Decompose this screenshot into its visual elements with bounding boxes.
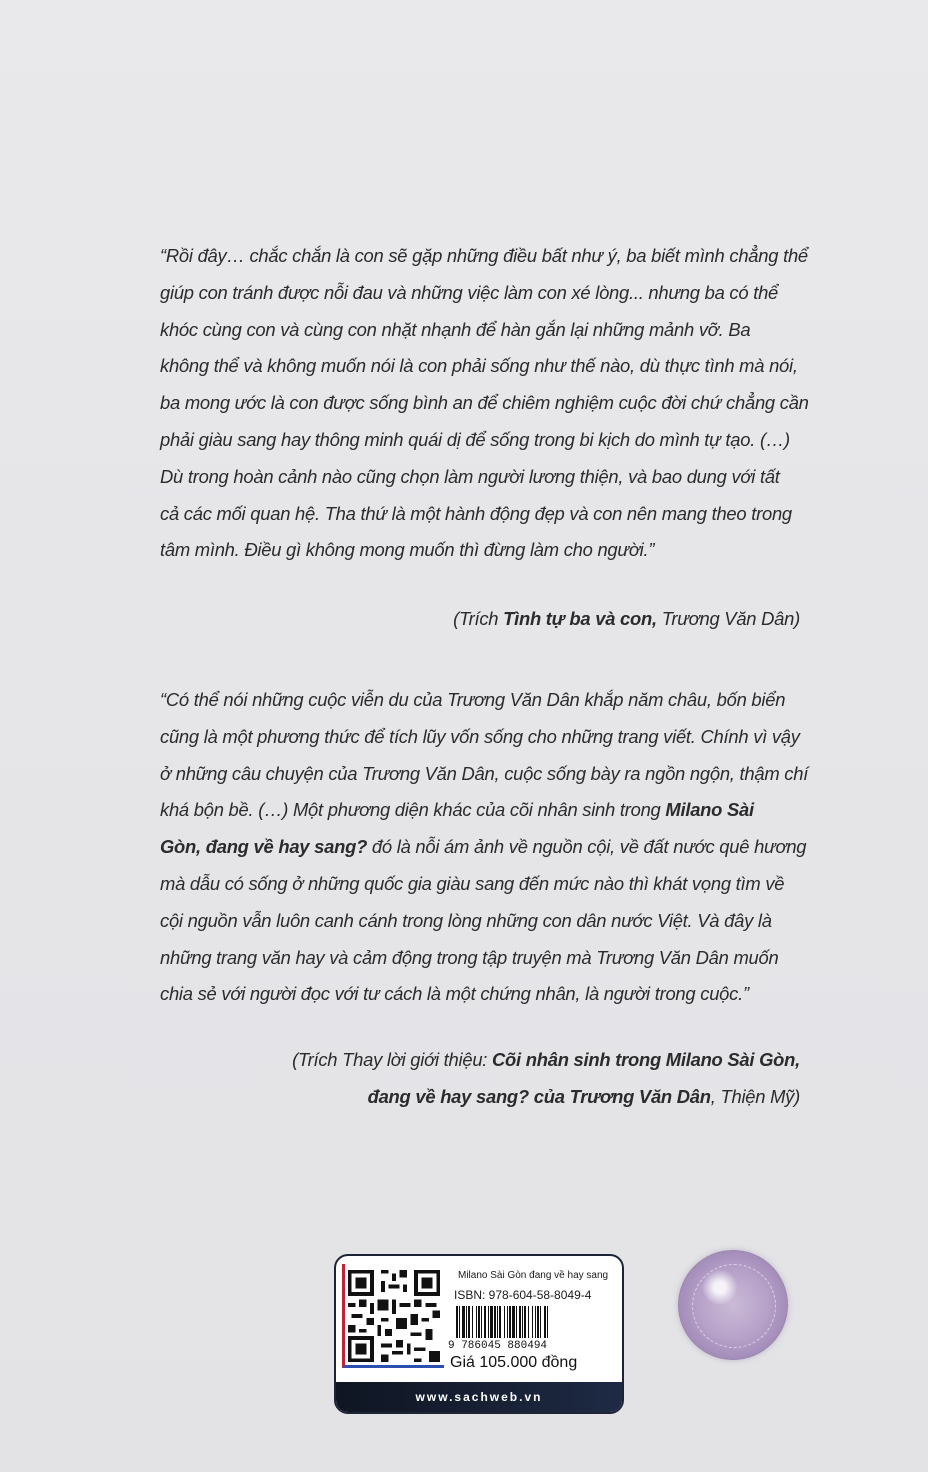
label-price: Giá 105.000 đồng [450, 1354, 578, 1371]
quote-1-line: cả các mối quan hệ. Tha thứ là một hành động đẹp và con nên mang theo trong [160, 502, 792, 524]
barcode-bar [494, 1306, 496, 1338]
quote-2-line: cũng là một phương thức để tích lũy vốn sống cho những trang viết. Chính vì vậy [160, 725, 800, 747]
barcode-bar [466, 1306, 467, 1338]
barcode-bar [456, 1306, 458, 1338]
barcode-bar [537, 1306, 539, 1338]
label-website: www.sachweb.vn [336, 1382, 622, 1412]
barcode-bar [528, 1306, 529, 1338]
barcode-bar [468, 1306, 470, 1338]
quote-1-line: khóc cùng con và cùng con nhặt nhạnh để hàn gắn lại những mảnh vỡ. Ba [160, 318, 751, 340]
attribution-book-title: Tình tự ba và con, [503, 608, 657, 629]
quote-2-line: những trang văn hay và cảm động trong tập truyện mà Trương Văn Dân muốn [160, 946, 779, 968]
barcode-bar [484, 1306, 486, 1338]
hologram-seal-ring [692, 1264, 776, 1348]
barcode-bar [481, 1306, 482, 1338]
barcode-price-label [334, 1254, 624, 1414]
barcode-bar [462, 1306, 465, 1338]
barcode-bar [476, 1306, 477, 1338]
quote-2-line: “Có thể nói những cuộc viễn du của Trương Văn Dân khắp năm châu, bốn biển [160, 689, 786, 710]
barcode-bar [524, 1306, 526, 1338]
hologram-seal-icon [678, 1250, 788, 1360]
quote-2-book-title: Milano Sài [665, 799, 754, 821]
barcode-bar [540, 1306, 541, 1338]
barcode-bar [516, 1306, 517, 1338]
quote-2-text: đó là nỗi ám ảnh về nguồn cội, về đất nước quê hương [367, 836, 807, 858]
barcode-bar [478, 1306, 480, 1338]
attribution-prefix: (Trích [453, 608, 504, 629]
barcode-icon [446, 1306, 618, 1350]
barcode-bar [459, 1306, 460, 1338]
barcode-digits: 9 786045 880494 [448, 1340, 548, 1350]
quote-2-line [160, 829, 806, 866]
quote-2-line: ở những câu chuyện của Trương Văn Dân, cuộc sống bày ra ngồn ngộn, thậm chí [160, 762, 809, 784]
quote-1-line: Dù trong hoàn cảnh nào cũng chọn làm người lương thiện, và bao dung với tất [160, 465, 780, 487]
attribution-book-title: đang về hay sang? của Trương Văn Dân [367, 1085, 711, 1107]
quote-1-line: giúp con tránh được nỗi đau và những việc làm con xé lòng... nhưng ba có thể [160, 281, 779, 303]
quote-2-book-title: Gòn, đang về hay sang? [160, 836, 368, 858]
barcode-bar [547, 1306, 548, 1338]
quote-2-line: mà dẫu có sống ở những quốc gia giàu sang đến mức nào thì khát vọng tìm về [160, 872, 785, 894]
quote-2-line: chia sẻ với người đọc với tư cách là một chứng nhân, là người trong cuộc.” [160, 983, 749, 1005]
barcode-bar [522, 1306, 523, 1338]
barcode-bar [532, 1306, 533, 1338]
qr-code-icon [348, 1270, 440, 1362]
barcode-bar [544, 1306, 546, 1338]
barcode-bar [488, 1306, 489, 1338]
quote-1-line: phải giàu sang hay thông minh quái dị để sống trong bi kịch do mình tự tạo. (…) [160, 428, 790, 450]
quote-1-line: không thể và không muốn nói là con phải sống như thế nào, dù thực tình mà nói, [160, 355, 798, 377]
attribution-prefix: (Trích Thay lời giới thiệu: [292, 1049, 493, 1070]
barcode-bar [519, 1306, 521, 1338]
barcode-bar [509, 1306, 511, 1338]
quote-1-line: ba mong ước là con được sống bình an để chiêm nghiệm cuộc đời chứ chẳng cần [160, 392, 809, 414]
barcode-bar [497, 1306, 498, 1338]
quote-2-line: cội nguồn vẫn luôn canh cánh trong lòng những con dân nước Việt. Và đây là [160, 909, 772, 931]
barcode-bar [504, 1306, 505, 1338]
quote-1-line: “Rồi đây… chắc chắn là con sẽ gặp những điều bất như ý, ba biết mình chẳng thể [160, 245, 808, 266]
barcode-bar [472, 1306, 473, 1338]
attribution-book-title: Cõi nhân sinh trong Milano Sài Gòn, [492, 1049, 800, 1070]
barcode-bar [507, 1306, 508, 1338]
barcode-bar [512, 1306, 515, 1338]
quote-1-line: tâm mình. Điều gì không mong muốn thì đừng làm cho người.” [160, 539, 655, 561]
label-book-title: Milano Sài Gòn đang về hay sang [458, 1270, 609, 1281]
barcode-bar [490, 1306, 493, 1338]
quote-2-attribution [292, 1042, 800, 1116]
quote-1-attribution [453, 601, 800, 638]
label-isbn: ISBN: 978-604-58-8049-4 [454, 1288, 592, 1302]
barcode-bar [499, 1306, 501, 1338]
attribution-suffix: , Thiện Mỹ) [710, 1085, 800, 1107]
quote-2 [160, 682, 809, 1013]
quote-1 [160, 238, 809, 569]
quote-2-line [160, 792, 806, 829]
attribution-suffix: Trương Văn Dân) [656, 608, 800, 629]
barcode-bar [535, 1306, 536, 1338]
quote-2-text: khá bộn bề. (…) Một phương diện khác của cõi nhân sinh trong [160, 799, 666, 821]
